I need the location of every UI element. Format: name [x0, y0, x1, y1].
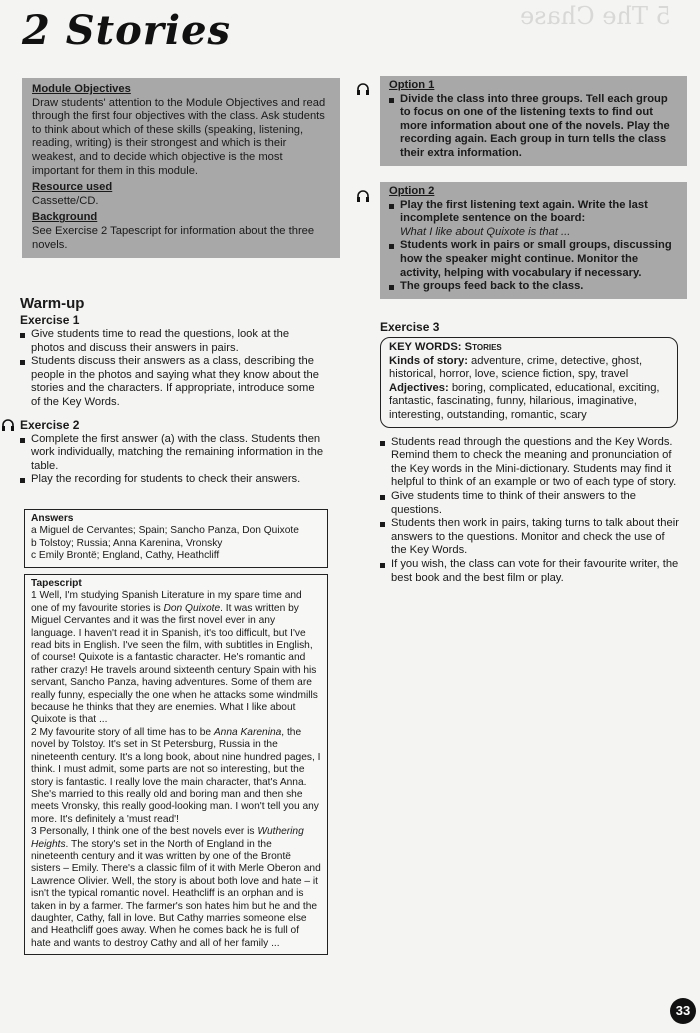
warmup-section — [20, 295, 325, 487]
exercise1-list — [20, 328, 325, 410]
tapescript-para-2: 2 My favourite story of all time has to be Anna Karenina, the novel by Tolstoy. It's set in St Petersburg, Russia in the nineteenth century. It's a long book, about nine hundred pages, I think. I must admit, some parts are not so interesting, but the story is fantastic. I really love the main character, that's Anna. She's married to this really old and boring man and then she meets Vronsky, this really good-looking man. I won't tell you any more. It's definitely a 'must read'! — [31, 726, 321, 825]
resource-heading: Resource used — [32, 181, 113, 194]
exercise2-heading: Exercise 2 — [20, 418, 325, 433]
headphones-icon — [356, 189, 370, 203]
resource-text: Cassette/CD. — [32, 194, 99, 207]
list-item: The groups feed back to the class. — [389, 280, 679, 294]
bleed-through-header: 5 The Chase — [520, 2, 671, 30]
list-item: Students discuss their answers as a class, describing the people in the photos and saying what they know about the stories and the characters. If appropriate, introduce some of the Key Words. — [20, 355, 325, 409]
headphones-icon — [1, 418, 15, 432]
page-title: 2 Stories — [22, 7, 232, 54]
tapescript-para-1: 1 Well, I'm studying Spanish Literature in my spare time and one of my favourite stories is Don Quixote. It was written by Miguel Cervantes and it was the first novel ever in any language. I haven't read it in Spanish, it's too difficult, but I've read bits in English. I've seen the film, with subtitles in English, of course! Quixote is a fantastic character. He's romantic and rather crazy! He travels around sixteenth century Spain with his servant, Sancho Panza, having adventures. Some of them are really funny, especially the one when he attacks some windmills because he thinks that they are enemies. What I like about Quixote is that ... — [31, 590, 318, 726]
option1-list — [389, 93, 679, 161]
tapescript-panel — [24, 574, 328, 955]
option2-list — [389, 199, 679, 294]
page-number: 33 — [670, 998, 696, 1024]
module-objectives-box — [22, 78, 340, 258]
exercise3-list — [380, 436, 680, 586]
answer-line: b Tolstoy; Russia; Anna Karenina, Vronsky — [31, 537, 223, 549]
answers-panel — [24, 509, 328, 568]
adjectives: Adjectives: boring, complicated, educational, exciting, fantastic, fascinating, funny, hilarious, imaginative, interesting, outstanding, romantic, scary — [389, 381, 660, 421]
list-item: Play the recording for students to check their answers. — [20, 473, 325, 487]
background-text: See Exercise 2 Tapescript for information about the three novels. — [32, 224, 315, 251]
list-item: Give students time to think of their answers to the questions. — [380, 490, 680, 517]
list-item: Give students time to read the questions, look at the photos and discuss their answers in pairs. — [20, 328, 325, 355]
tapescript-para-3: 3 Personally, I think one of the best novels ever is Wuthering Heights. The story's set in the North of England in the nineteenth century and it was written by one of the Brontë sisters – Emily. There's a classic film of it with Merle Oberon and Lawrence Olivier. Well, the story is about both love and hate – it isn't the typical romantic novel. Heathcliff is an orphan and is taken in by a farmer. The farmer's son hates him but he and the daughter, Cathy, fall in love. But Cathy marries someone else and Heathcliff goes away. When he comes back he is full of hate and wants to destroy Cathy and all of her family ... — [31, 826, 321, 949]
answer-line: a Miguel de Cervantes; Spain; Sancho Panza, Don Quixote — [31, 525, 299, 537]
key-words-title: KEY WORDS: Stories — [389, 341, 502, 353]
answers-heading: Answers — [31, 513, 74, 524]
warmup-heading: Warm-up — [20, 295, 85, 312]
exercise1-heading: Exercise 1 — [20, 313, 80, 327]
objectives-heading: Module Objectives — [32, 83, 131, 95]
key-words-box — [380, 337, 678, 428]
quote-sentence: What I like about Quixote is that ... — [400, 225, 571, 238]
option2-box — [380, 182, 687, 299]
option1-box — [380, 76, 687, 166]
list-item: Students read through the questions and the Key Words. Remind them to check the meaning and pronunciation of the Key words in the Mini-dictionary. Students may find it helpful to think of an example or two of each type of story. — [380, 436, 680, 490]
option2-heading: Option 2 — [389, 185, 435, 197]
kinds-of-story: Kinds of story: adventure, crime, detective, ghost, historical, horror, love, science fiction, spy, travel — [389, 354, 643, 381]
list-item: If you wish, the class can vote for their favourite writer, the best book and the best film or play. — [380, 558, 680, 585]
option1-heading: Option 1 — [389, 79, 435, 91]
list-item: Play the first listening text again. Write the last incomplete sentence on the board: What I like about Quixote is that ... — [389, 199, 679, 240]
background-heading: Background — [32, 211, 98, 224]
list-item: Complete the first answer (a) with the class. Students then work individually, matching the remaining information in the table. — [20, 433, 325, 474]
headphones-icon — [356, 82, 370, 96]
answer-line: c Emily Brontë; England, Cathy, Heathcliff — [31, 550, 220, 562]
exercise3-section — [380, 320, 680, 585]
exercise3-heading: Exercise 3 — [380, 320, 440, 334]
list-item: Divide the class into three groups. Tell each group to focus on one of the listening texts to find out more information about one of the novels. Play the recording again. Each group in turn tells the class their extra information. — [389, 93, 679, 161]
list-item: Students work in pairs or small groups, discussing how the speaker might continue. Monitor the activity, helping with vocabulary if necessary. — [389, 239, 679, 280]
objectives-text: Draw students' attention to the Module Objectives and read through the first four objectives with the class. Ask students to think about which of these skills (speaking, listening, reading, writing) is their strongest and which is their weakest, and to decide which objective is the most important for them in this module. — [32, 96, 326, 177]
exercise2-list — [20, 433, 325, 487]
list-item: Students then work in pairs, taking turns to talk about their answers to the questions. Monitor and check the use of the Key Words. — [380, 517, 680, 558]
tapescript-heading: Tapescript — [31, 578, 82, 589]
